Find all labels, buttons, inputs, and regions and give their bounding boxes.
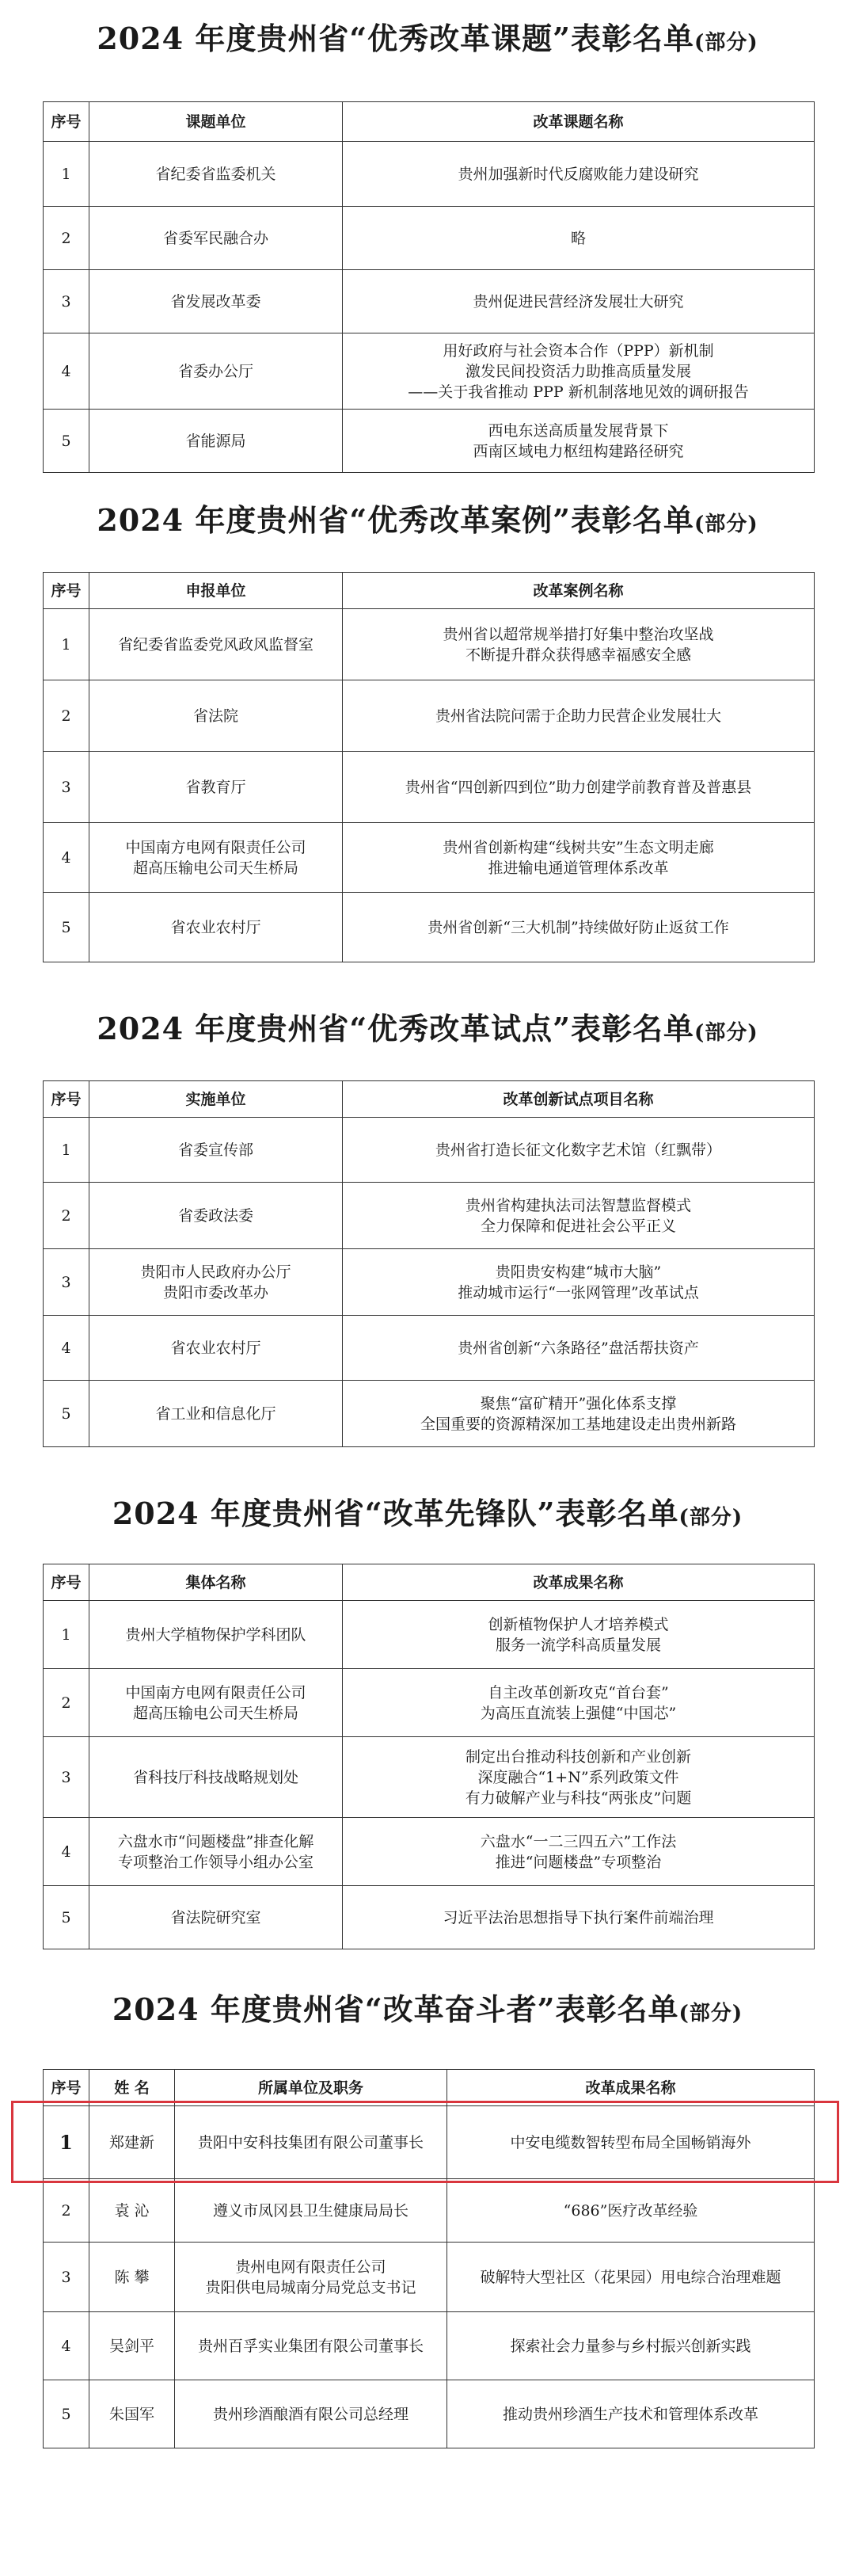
header-cell: 序号 <box>44 1081 89 1118</box>
table-row <box>44 1316 815 1381</box>
title-cell: 聚焦“富矿精开”强化体系支撑 全国重要的资源精深加工基地建设走出贵州新路 <box>343 1381 815 1447</box>
unit-cell: 六盘水市“问题楼盘”排查化解 专项整治工作领导小组办公室 <box>89 1818 343 1886</box>
title-cell: 贵州省构建执法司法智慧监督模式 全力保障和促进社会公平正义 <box>343 1183 815 1249</box>
row-number: 5 <box>44 1381 89 1447</box>
section2-title: 2024 年度贵州省“优秀改革案例”表彰名单(部分) <box>97 502 758 538</box>
person-name: 郑建新 <box>89 2106 175 2179</box>
header-cell: 改革课题名称 <box>343 102 815 142</box>
row-number: 5 <box>44 410 89 473</box>
table-row <box>44 207 815 270</box>
unit-cell: 省能源局 <box>89 410 343 473</box>
header-cell: 课题单位 <box>89 102 343 142</box>
table-row <box>44 2312 815 2380</box>
row-number: 2 <box>44 207 89 270</box>
unit-cell: 贵州珍酒酿酒有限公司总经理 <box>175 2380 447 2448</box>
row-number: 1 <box>44 1601 89 1669</box>
title-cell: 六盘水“一二三四五六”工作法 推进“问题楼盘”专项整治 <box>343 1818 815 1886</box>
section5-title: 2024 年度贵州省“改革奋斗者”表彰名单(部分) <box>112 1991 743 2027</box>
table-row <box>44 1818 815 1886</box>
highlight-box <box>11 2101 839 2183</box>
title-cell: 推动贵州珍酒生产技术和管理体系改革 <box>447 2380 815 2448</box>
row-number: 4 <box>44 1316 89 1381</box>
row-number: 3 <box>44 752 89 823</box>
title-cell: 贵阳贵安构建“城市大脑” 推动城市运行“一张网管理”改革试点 <box>343 1249 815 1316</box>
table-row <box>44 142 815 207</box>
section1-table <box>43 101 815 473</box>
unit-cell: 省委宣传部 <box>89 1118 343 1183</box>
title-cell: 探索社会力量参与乡村振兴创新实践 <box>447 2312 815 2380</box>
table-row <box>44 680 815 752</box>
table-row <box>44 2179 815 2243</box>
row-number: 4 <box>44 333 89 410</box>
header-cell: 序号 <box>44 573 89 609</box>
header-cell: 申报单位 <box>89 573 343 609</box>
row-number: 3 <box>44 2243 89 2312</box>
table-row <box>44 1886 815 1949</box>
table-row <box>44 333 815 410</box>
row-number: 1 <box>44 609 89 680</box>
title-cell: 自主改革创新攻克“首台套” 为高压直流装上强健“中国芯” <box>343 1669 815 1737</box>
header-cell: 姓 名 <box>89 2070 175 2106</box>
unit-cell: 贵州大学植物保护学科团队 <box>89 1601 343 1669</box>
row-number: 5 <box>44 1886 89 1949</box>
person-name: 陈 攀 <box>89 2243 175 2312</box>
header-cell: 所属单位及职务 <box>175 2070 447 2106</box>
title-cell: 贵州省“四创新四到位”助力创建学前教育普及普惠县 <box>343 752 815 823</box>
unit-cell: 省发展改革委 <box>89 270 343 333</box>
row-number: 2 <box>44 1669 89 1737</box>
title-cell: 贵州省创新“六条路径”盘活帮扶资产 <box>343 1316 815 1381</box>
unit-cell: 贵州电网有限责任公司 贵阳供电局城南分局党总支书记 <box>175 2243 447 2312</box>
section3-table <box>43 1080 815 1447</box>
table-row <box>44 1249 815 1316</box>
title-cell: 中安电缆数智转型布局全国畅销海外 <box>447 2106 815 2179</box>
row-number: 2 <box>44 1183 89 1249</box>
table-row <box>44 1183 815 1249</box>
unit-cell: 中国南方电网有限责任公司 超高压输电公司天生桥局 <box>89 1669 343 1737</box>
unit-cell: 省法院研究室 <box>89 1886 343 1949</box>
row-number: 3 <box>44 270 89 333</box>
table-row <box>44 270 815 333</box>
person-name: 朱国军 <box>89 2380 175 2448</box>
table-row <box>44 410 815 473</box>
person-name: 吴剑平 <box>89 2312 175 2380</box>
section4-table <box>43 1564 815 1949</box>
title-cell: 贵州加强新时代反腐败能力建设研究 <box>343 142 815 207</box>
unit-cell: 省农业农村厅 <box>89 1316 343 1381</box>
section3-title: 2024 年度贵州省“优秀改革试点”表彰名单(部分) <box>97 1011 758 1046</box>
header-cell: 改革成果名称 <box>447 2070 815 2106</box>
row-number: 3 <box>44 1737 89 1818</box>
row-number: 4 <box>44 1818 89 1886</box>
header-cell: 实施单位 <box>89 1081 343 1118</box>
section2-table <box>43 572 815 962</box>
table-row <box>44 1737 815 1818</box>
title-cell: 贵州省法院问需于企助力民营企业发展壮大 <box>343 680 815 752</box>
title-cell: 用好政府与社会资本合作（PPP）新机制 激发民间投资活力助推高质量发展 ——关于我省推动 PPP 新机制落地见效的调研报告 <box>343 333 815 410</box>
unit-cell: 贵阳市人民政府办公厅 贵阳市委改革办 <box>89 1249 343 1316</box>
header-cell: 序号 <box>44 1564 89 1601</box>
header-cell: 改革成果名称 <box>343 1564 815 1601</box>
table-row <box>44 823 815 893</box>
row-number: 4 <box>44 2312 89 2380</box>
row-number: 3 <box>44 1249 89 1316</box>
table-row <box>44 609 815 680</box>
title-cell: 创新植物保护人才培养模式 服务一流学科高质量发展 <box>343 1601 815 1669</box>
row-number: 1 <box>44 2106 89 2179</box>
table-row <box>44 2243 815 2312</box>
row-number: 1 <box>44 142 89 207</box>
title-cell: 贵州省以超常规举措打好集中整治攻坚战 不断提升群众获得感幸福感安全感 <box>343 609 815 680</box>
person-name: 袁 沁 <box>89 2179 175 2243</box>
unit-cell: 省科技厅科技战略规划处 <box>89 1737 343 1818</box>
title-cell: 破解特大型社区（花果园）用电综合治理难题 <box>447 2243 815 2312</box>
title-cell: 略 <box>343 207 815 270</box>
row-number: 1 <box>44 1118 89 1183</box>
table-row <box>44 1118 815 1183</box>
title-cell: 西电东送高质量发展背景下 西南区域电力枢纽构建路径研究 <box>343 410 815 473</box>
table-row <box>44 1601 815 1669</box>
unit-cell: 贵州百孚实业集团有限公司董事长 <box>175 2312 447 2380</box>
row-number: 2 <box>44 2179 89 2243</box>
unit-cell: 省纪委省监委机关 <box>89 142 343 207</box>
title-cell: “686”医疗改革经验 <box>447 2179 815 2243</box>
unit-cell: 省工业和信息化厅 <box>89 1381 343 1447</box>
title-cell: 制定出台推动科技创新和产业创新 深度融合“1+N”系列政策文件 有力破解产业与科技“两张皮”问题 <box>343 1737 815 1818</box>
unit-cell: 中国南方电网有限责任公司 超高压输电公司天生桥局 <box>89 823 343 893</box>
header-cell: 改革案例名称 <box>343 573 815 609</box>
row-number: 2 <box>44 680 89 752</box>
unit-cell: 省法院 <box>89 680 343 752</box>
table-row <box>44 1669 815 1737</box>
row-number: 5 <box>44 2380 89 2448</box>
row-number: 5 <box>44 893 89 962</box>
unit-cell: 省教育厅 <box>89 752 343 823</box>
title-cell: 贵州省打造长征文化数字艺术馆（红飘带） <box>343 1118 815 1183</box>
header-cell: 序号 <box>44 2070 89 2106</box>
unit-cell: 省纪委省监委党风政风监督室 <box>89 609 343 680</box>
unit-cell: 省委军民融合办 <box>89 207 343 270</box>
section1-title: 2024 年度贵州省“优秀改革课题”表彰名单(部分) <box>97 21 758 56</box>
unit-cell: 省委政法委 <box>89 1183 343 1249</box>
title-cell: 贵州省创新“三大机制”持续做好防止返贫工作 <box>343 893 815 962</box>
header-cell: 序号 <box>44 102 89 142</box>
table-row <box>44 2380 815 2448</box>
title-cell: 贵州促进民营经济发展壮大研究 <box>343 270 815 333</box>
header-cell: 集体名称 <box>89 1564 343 1601</box>
table-row <box>44 1381 815 1447</box>
title-cell: 习近平法治思想指导下执行案件前端治理 <box>343 1886 815 1949</box>
row-number: 4 <box>44 823 89 893</box>
unit-cell: 省农业农村厅 <box>89 893 343 962</box>
header-cell: 改革创新试点项目名称 <box>343 1081 815 1118</box>
unit-cell: 遵义市凤冈县卫生健康局局长 <box>175 2179 447 2243</box>
table-row <box>44 752 815 823</box>
unit-cell: 省委办公厅 <box>89 333 343 410</box>
title-cell: 贵州省创新构建“线树共安”生态文明走廊 推进输电通道管理体系改革 <box>343 823 815 893</box>
section4-title: 2024 年度贵州省“改革先锋队”表彰名单(部分) <box>112 1496 743 1531</box>
table-row <box>44 893 815 962</box>
unit-cell: 贵阳中安科技集团有限公司董事长 <box>175 2106 447 2179</box>
